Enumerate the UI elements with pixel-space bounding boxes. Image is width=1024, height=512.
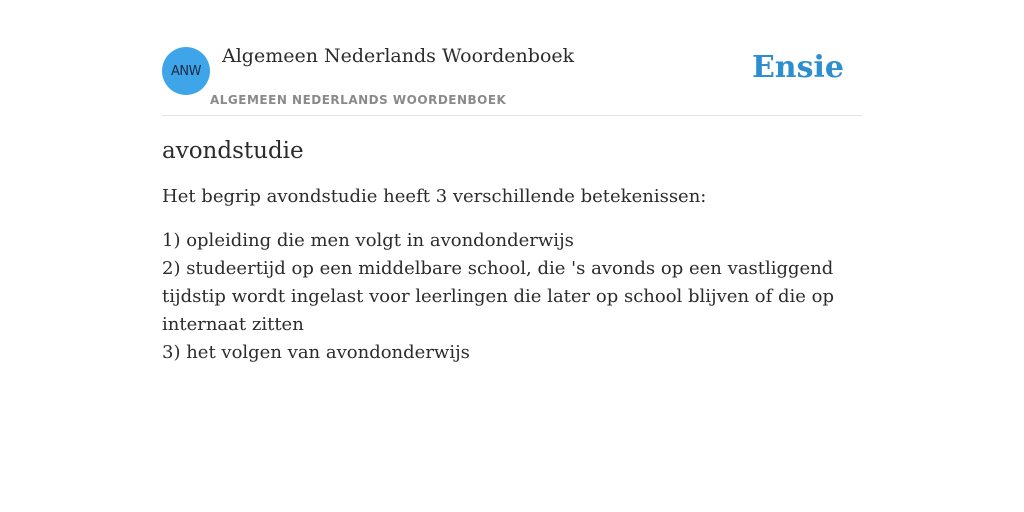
source-title[interactable]: Algemeen Nederlands Woordenboek xyxy=(222,45,575,67)
entry-term: avondstudie xyxy=(162,138,304,164)
definition-card xyxy=(162,0,862,367)
entry-intro: Het begrip avondstudie heeft 3 verschillende betekenissen: xyxy=(162,186,707,207)
card-header xyxy=(162,0,862,116)
brand-logo[interactable]: Ensie xyxy=(751,50,844,85)
source-logo[interactable] xyxy=(162,47,210,95)
source-subtitle: ALGEMEEN NEDERLANDS WOORDENBOEK xyxy=(210,93,507,107)
source-logo-text: ANW xyxy=(171,63,201,79)
meaning-item: 3) het volgen van avondonderwijs xyxy=(162,342,470,363)
entry-content xyxy=(162,116,862,367)
meanings-list xyxy=(162,227,862,367)
meaning-item: 2) studeertijd op een middelbare school, die 's avonds op een vastliggend tijdstip wordt ingelast voor leerlingen die later op school blijven of die op internaat zitten xyxy=(162,258,835,335)
meaning-item: 1) opleiding die men volgt in avondonderwijs xyxy=(162,230,574,251)
